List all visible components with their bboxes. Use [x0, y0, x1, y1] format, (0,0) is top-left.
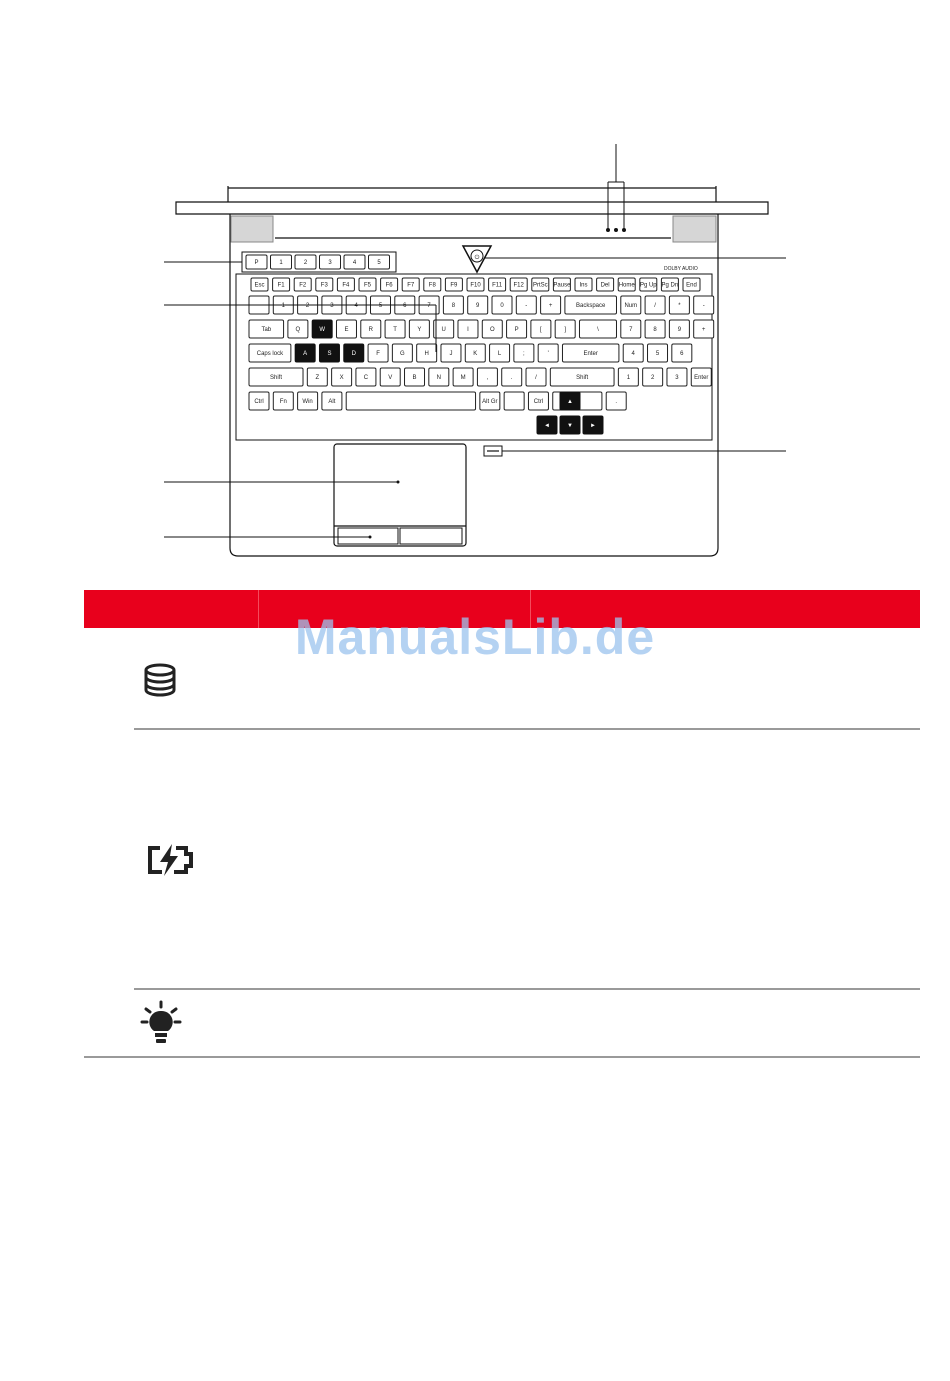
keyboard-key[interactable]	[541, 296, 561, 314]
keyboard-key[interactable]	[402, 278, 419, 291]
key-label: End	[686, 282, 697, 289]
key-label: ◄	[544, 423, 550, 429]
key-label: Num	[624, 303, 638, 309]
table-bottom-rule	[84, 1056, 920, 1058]
keyboard-key[interactable]	[643, 368, 663, 386]
key-label: PrtSc	[532, 282, 548, 289]
key-label: F12	[513, 282, 524, 289]
keyboard-key[interactable]	[553, 278, 571, 291]
keyboard-key[interactable]	[667, 368, 687, 386]
key-label: 5	[377, 260, 381, 266]
key-label: P	[254, 260, 259, 266]
key-label: F1	[277, 282, 285, 289]
keyboard-key[interactable]	[562, 344, 618, 362]
key-label: I	[467, 327, 469, 333]
key-label: 4	[631, 351, 635, 357]
keyboard-key[interactable]	[489, 278, 506, 291]
keyboard-key[interactable]	[249, 320, 284, 338]
indicator-light	[622, 228, 626, 232]
key-label: Del	[600, 282, 610, 289]
keyboard-key[interactable]	[453, 368, 473, 386]
key-label: C	[363, 375, 369, 381]
keyboard-key[interactable]	[507, 320, 527, 338]
keyboard-key[interactable]	[465, 344, 485, 362]
key-label: 1	[626, 375, 631, 381]
keyboard-key[interactable]	[645, 320, 665, 338]
keyboard-key[interactable]	[477, 368, 497, 386]
key-label: Z	[315, 375, 320, 381]
key-label: [	[540, 327, 542, 333]
keyboard-key[interactable]	[565, 296, 617, 314]
key-label: 1	[281, 303, 285, 309]
key-label: 7	[629, 327, 633, 333]
key-label: /	[654, 303, 656, 309]
keyboard-key[interactable]	[672, 344, 692, 362]
key-label: U	[441, 327, 446, 333]
keyboard-key[interactable]	[467, 278, 484, 291]
key-label: Caps lock	[256, 351, 284, 357]
keyboard-key[interactable]	[312, 320, 332, 338]
key-label: /	[535, 375, 537, 381]
key-label: W	[319, 327, 326, 333]
key-label: J	[449, 351, 453, 357]
keyboard-key[interactable]	[623, 344, 643, 362]
key-label: E	[344, 327, 349, 333]
keyboard-key[interactable]	[640, 278, 657, 291]
keyboard-key[interactable]	[381, 278, 398, 291]
key-label: F2	[299, 282, 307, 289]
key-label: F10	[470, 282, 481, 289]
keyboard-key[interactable]	[249, 344, 291, 362]
keyboard-key[interactable]	[316, 278, 333, 291]
table-divider	[134, 988, 920, 990]
keyboard-key[interactable]	[249, 392, 269, 410]
right-speaker	[673, 216, 716, 242]
keyboard-key[interactable]	[606, 392, 626, 410]
key-label: '	[547, 351, 549, 357]
keyboard-key[interactable]	[516, 296, 536, 314]
key-label: 4	[354, 303, 358, 309]
key-label: 8	[653, 327, 657, 333]
keyboard-key[interactable]	[368, 344, 388, 362]
key-label: +	[548, 303, 553, 309]
keyboard-key[interactable]	[246, 255, 267, 269]
keyboard-key[interactable]	[583, 416, 603, 434]
keyboard-key[interactable]	[661, 278, 678, 291]
keyboard-key[interactable]	[273, 392, 293, 410]
key-label: 9	[677, 327, 682, 333]
key-label: Fn	[279, 399, 287, 405]
keyboard-key[interactable]	[510, 278, 527, 291]
keyboard-key[interactable]	[575, 278, 592, 291]
key-label: ▼	[567, 423, 573, 429]
keyboard-key[interactable]	[538, 344, 558, 362]
key-label: 0	[500, 303, 504, 309]
keyboard-key[interactable]	[645, 296, 665, 314]
keyboard-key[interactable]	[356, 368, 376, 386]
power-icon: ⏻	[474, 255, 480, 261]
key-label: F6	[385, 282, 393, 289]
keyboard-key[interactable]	[458, 320, 478, 338]
key-label: 6	[403, 303, 407, 309]
keyboard-key[interactable]	[337, 278, 354, 291]
key-label: .	[615, 399, 618, 405]
key-label: O	[489, 327, 495, 333]
key-label: 4	[352, 260, 357, 266]
keyboard-key[interactable]	[417, 344, 437, 362]
key-label: 3	[328, 260, 332, 266]
key-label: T	[393, 327, 397, 333]
keyboard-key[interactable]	[597, 278, 614, 291]
key-label: \	[597, 327, 599, 333]
keyboard-key[interactable]	[249, 368, 303, 386]
key-label: Shift	[576, 375, 589, 381]
keyboard-key[interactable]	[392, 344, 412, 362]
key-label: 2	[305, 303, 310, 309]
storage-activity-icon	[142, 663, 178, 699]
keyboard-key[interactable]	[560, 416, 580, 434]
key-label: 5	[655, 351, 660, 357]
keyboard-key[interactable]	[492, 296, 512, 314]
keyboard-key[interactable]	[405, 368, 425, 386]
key-label: Alt	[328, 399, 336, 405]
keyboard-key[interactable]	[434, 320, 454, 338]
key-label: 8	[451, 303, 456, 309]
key-label: 5	[378, 303, 383, 309]
key-label: Enter	[694, 375, 709, 381]
key-label: F3	[320, 282, 328, 289]
key-label: Q	[295, 327, 301, 333]
keyboard-key[interactable]	[319, 344, 339, 362]
keyboard-key[interactable]	[528, 392, 548, 410]
keyboard-key[interactable]	[320, 255, 341, 269]
key-label: Pause	[553, 282, 571, 289]
keyboard-key[interactable]	[445, 278, 462, 291]
keyboard-key[interactable]	[550, 368, 614, 386]
keyboard-key[interactable]	[344, 344, 364, 362]
key-label: F8	[428, 282, 436, 289]
key-label: Ins	[579, 282, 588, 289]
left-speaker	[231, 216, 273, 242]
keyboard-key[interactable]	[294, 278, 311, 291]
keyboard-key[interactable]	[532, 278, 549, 291]
key-label: 2	[303, 260, 308, 266]
keyboard-key[interactable]	[369, 255, 390, 269]
keyboard-key[interactable]	[295, 344, 315, 362]
keyboard-key[interactable]	[441, 344, 461, 362]
keyboard-key[interactable]	[502, 368, 522, 386]
key-label: 1	[279, 260, 283, 266]
key-label: -	[702, 303, 705, 309]
key-label: F11	[492, 282, 503, 289]
key-label: 6	[680, 351, 684, 357]
key-label: B	[412, 375, 417, 381]
keyboard-key[interactable]	[694, 296, 714, 314]
light-bulb-icon	[140, 1000, 182, 1046]
keyboard-key[interactable]	[332, 368, 352, 386]
keyboard-key[interactable]	[514, 344, 534, 362]
key-label: Backspace	[576, 303, 606, 309]
brand-label: DOLBY AUDIO	[664, 266, 698, 272]
key-label: Pg Up	[639, 282, 657, 289]
keyboard-key[interactable]	[618, 368, 638, 386]
key-label: K	[473, 351, 478, 357]
laptop-hinge	[228, 186, 716, 202]
key-label: 2	[650, 375, 655, 381]
key-label: Y	[417, 327, 422, 333]
key-label: F4	[342, 282, 350, 289]
keyboard-key[interactable]	[537, 416, 557, 434]
key-label: 7	[427, 303, 431, 309]
indicator-light	[614, 228, 618, 232]
key-label: ,	[486, 375, 489, 381]
keyboard-key[interactable]	[669, 320, 689, 338]
key-label: +	[701, 327, 706, 333]
key-label: 3	[330, 303, 334, 309]
keyboard-key[interactable]	[621, 296, 641, 314]
touchpad-left-button[interactable]	[338, 528, 398, 544]
keyboard-key[interactable]	[271, 255, 292, 269]
key-label: F	[376, 351, 380, 357]
key-label: Shift	[270, 375, 283, 381]
key-label: S	[327, 351, 332, 357]
keyboard-key[interactable]	[346, 392, 475, 410]
key-label: 3	[675, 375, 679, 381]
keyboard-key[interactable]	[490, 344, 510, 362]
key-label: Home	[618, 282, 635, 289]
keyboard-key[interactable]	[683, 278, 700, 291]
key-label: X	[339, 375, 344, 381]
keyboard-key[interactable]	[385, 320, 405, 338]
key-label: Esc	[254, 282, 265, 289]
laptop-lid	[176, 202, 768, 214]
key-label: .	[510, 375, 513, 381]
keyboard-key[interactable]	[560, 392, 580, 410]
key-label: Ctrl	[533, 399, 544, 405]
key-label: F9	[450, 282, 458, 289]
table-divider	[134, 728, 920, 730]
keyboard-key[interactable]	[288, 320, 308, 338]
key-label: P	[514, 327, 519, 333]
keyboard-key[interactable]	[336, 320, 356, 338]
indicator-light	[606, 228, 610, 232]
key-label: Ctrl	[254, 399, 264, 405]
keyboard-key[interactable]	[359, 278, 376, 291]
keyboard-key[interactable]	[694, 320, 714, 338]
keyboard-key[interactable]	[691, 368, 711, 386]
keyboard-key[interactable]	[295, 255, 316, 269]
key-label: Pg Dn	[661, 282, 679, 289]
keyboard-key[interactable]	[618, 278, 635, 291]
key-label: D	[351, 351, 356, 357]
keyboard-key[interactable]	[322, 392, 342, 410]
key-label: N	[436, 375, 441, 381]
keyboard-key[interactable]	[531, 320, 551, 338]
key-label: ►	[590, 423, 596, 429]
keyboard-key[interactable]	[361, 320, 381, 338]
key-label: H	[424, 351, 429, 357]
keyboard-key[interactable]	[443, 296, 463, 314]
keyboard-key[interactable]	[251, 278, 268, 291]
key-label: ▲	[567, 399, 573, 405]
key-label: Tab	[261, 327, 272, 333]
keyboard-key[interactable]	[424, 278, 441, 291]
keyboard-key[interactable]	[380, 368, 400, 386]
key-label: *	[678, 303, 681, 309]
battery-charge-icon	[146, 844, 196, 876]
keyboard-key[interactable]	[429, 368, 449, 386]
keyboard-key[interactable]	[504, 392, 524, 410]
key-label: L	[497, 351, 502, 357]
key-label: G	[400, 351, 405, 357]
key-label: Win	[302, 399, 313, 405]
key-label: 9	[476, 303, 480, 309]
key-label: F7	[407, 282, 415, 289]
key-label: M	[460, 375, 466, 381]
key-label: ;	[523, 351, 525, 357]
key-label: A	[303, 351, 308, 357]
keyboard-key[interactable]	[344, 255, 365, 269]
key-label: ]	[564, 327, 567, 333]
key-label: -	[525, 303, 528, 309]
keyboard-key[interactable]	[482, 320, 502, 338]
key-label: ~	[257, 303, 261, 309]
key-label: Enter	[583, 351, 598, 357]
keyboard-key[interactable]	[480, 392, 500, 410]
keyboard-key[interactable]	[648, 344, 668, 362]
keyboard-key[interactable]	[409, 320, 429, 338]
key-label: R	[368, 327, 373, 333]
keyboard-key[interactable]	[669, 296, 689, 314]
watermark: ManualsLib.de	[294, 609, 656, 665]
laptop-keyboard-diagram	[0, 0, 950, 580]
key-label: Alt Gr	[482, 399, 498, 405]
keyboard-key[interactable]	[298, 392, 318, 410]
keyboard-key[interactable]	[555, 320, 575, 338]
keyboard-key[interactable]	[468, 296, 488, 314]
keyboard-key[interactable]	[307, 368, 327, 386]
key-label: V	[388, 375, 393, 381]
keyboard-key[interactable]	[579, 320, 616, 338]
touchpad-right-button[interactable]	[400, 528, 462, 544]
keyboard-key[interactable]	[273, 278, 290, 291]
keyboard-key[interactable]	[526, 368, 546, 386]
keyboard-key[interactable]	[621, 320, 641, 338]
key-label: F5	[363, 282, 372, 289]
